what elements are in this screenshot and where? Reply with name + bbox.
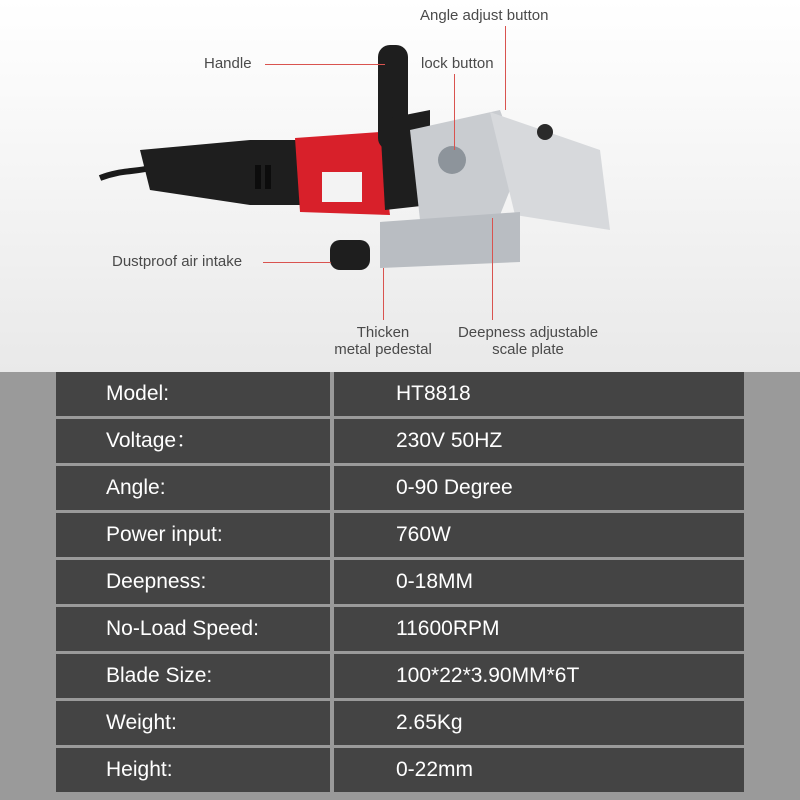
lock-knob: [438, 146, 466, 174]
spec-label: Blade Size:: [56, 654, 330, 698]
spec-label: No-Load Speed:: [56, 607, 330, 651]
spec-row-power: [0, 513, 800, 557]
spec-label: Height:: [56, 748, 330, 792]
dust-port: [330, 240, 370, 270]
spec-value: HT8818: [334, 372, 744, 416]
leader-lock: [454, 74, 455, 150]
spec-label: Weight:: [56, 701, 330, 745]
spec-value: 100*22*3.90MM*6T: [334, 654, 744, 698]
spec-value: 230V 50HZ: [334, 419, 744, 463]
metal-pedestal: [380, 212, 520, 268]
leader-dustproof: [263, 262, 331, 263]
callout-pedestal-line2: metal pedestal: [334, 341, 432, 358]
spec-value: 2.65Kg: [334, 701, 744, 745]
spec-label: Angle:: [56, 466, 330, 510]
spec-row-voltage: [0, 419, 800, 463]
callout-lock: lock button: [421, 55, 494, 72]
leader-handle: [265, 64, 385, 65]
spec-value: 760W: [334, 513, 744, 557]
spec-row-height: [0, 748, 800, 792]
callout-scale-line1: Deepness adjustable: [457, 324, 599, 341]
spec-value: 0-18MM: [334, 560, 744, 604]
callout-angle-adjust: Angle adjust button: [420, 7, 549, 24]
spec-row-blade: [0, 654, 800, 698]
spec-row-deepness: [0, 560, 800, 604]
callout-dustproof: Dustproof air intake: [112, 253, 243, 270]
spec-value: 0-22mm: [334, 748, 744, 792]
spec-row-model: [0, 372, 800, 416]
callout-pedestal: [318, 324, 448, 358]
spec-row-weight: [0, 701, 800, 745]
spec-value: 0-90 Degree: [334, 466, 744, 510]
spec-value: 11600RPM: [334, 607, 744, 651]
leader-angle-adjust: [505, 26, 506, 110]
spec-label: Deepness:: [56, 560, 330, 604]
rear-grip: [140, 140, 300, 205]
spec-row-speed: [0, 607, 800, 651]
biscuit-joiner-illustration: [0, 0, 800, 372]
callout-scale-line2: scale plate: [492, 341, 564, 358]
spec-table: [0, 372, 800, 800]
spec-row-angle: [0, 466, 800, 510]
spec-label: Power input:: [56, 513, 330, 557]
callout-scale-plate: [445, 324, 611, 358]
spec-label: Voltage：: [56, 419, 330, 463]
spec-label-sticker: [322, 172, 362, 202]
callout-handle: Handle: [204, 55, 252, 72]
spec-label: Model:: [56, 372, 330, 416]
power-cord: [100, 168, 150, 178]
leader-scale-plate: [492, 218, 493, 320]
leader-pedestal: [383, 268, 384, 320]
product-photo-area: [0, 0, 800, 372]
callout-pedestal-line1: Thicken: [356, 324, 410, 341]
